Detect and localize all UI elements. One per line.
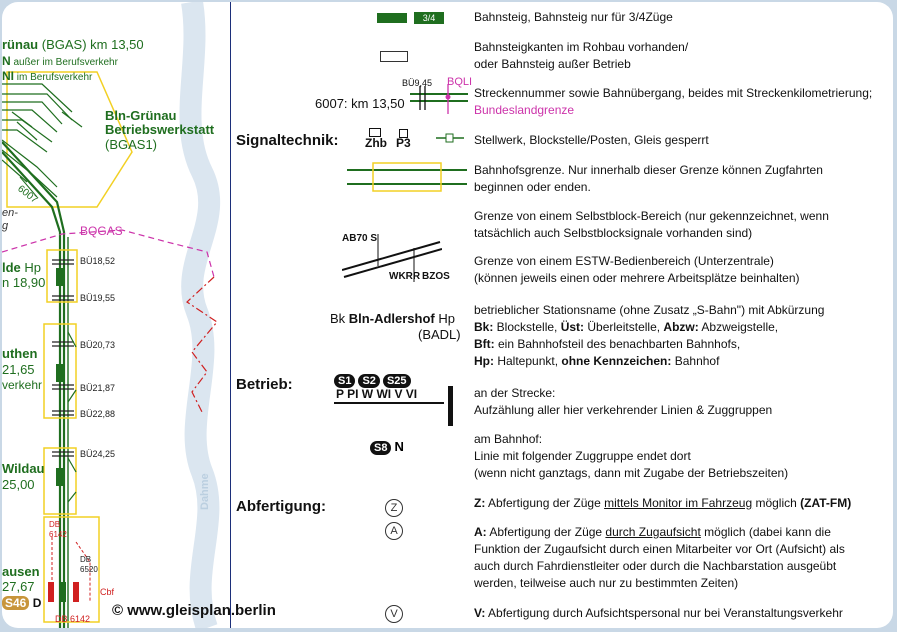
cbf-label: Cbf — [100, 587, 115, 597]
name-desc1: betrieblicher Stationsname (ohne Zusatz „S-Bahn") mit Abkürzung — [474, 303, 825, 317]
bk-example: Bk Bln-Adlershof Hp — [330, 311, 455, 326]
depot-name1: Bln-Grünau — [105, 108, 177, 123]
station5-km: 27,67 — [2, 579, 35, 594]
estw-desc1: Grenze von einem ESTW-Bedienbereich (Unterzentrale) — [474, 254, 774, 268]
db6142-bottom: DB 6142 — [55, 614, 91, 624]
p3-label: P3 — [396, 136, 411, 150]
legend-panel — [232, 2, 893, 628]
station-desc3: (wenn nicht ganztags, dann mit Zugabe der Betriebszeiten) — [474, 466, 789, 480]
badge-s8: S8 — [370, 441, 391, 455]
a-desc2: Funktion der Zugaufsicht durch einen Mitarbeiter vor Ort (Aufsicht) als — [474, 542, 845, 556]
bzos-label: BZOS — [422, 271, 450, 282]
blocked-track-icon — [436, 132, 464, 144]
bue-2073: BÜ20,73 — [80, 340, 116, 350]
copyright[interactable]: © www.gleisplan.berlin — [112, 602, 276, 619]
boundary-desc2: beginnen oder enden. — [474, 180, 591, 194]
route-desc1: an der Strecke: — [474, 386, 556, 400]
bue-label: BÜ9,45 — [402, 78, 433, 88]
depot-name2: Betriebswerkstatt — [105, 122, 215, 137]
station-desc1: am Bahnhof: — [474, 432, 543, 446]
signal-desc: Stellwerk, Blockstelle/Posten, Gleis gesperrt — [474, 133, 709, 147]
line-symbol — [410, 84, 468, 114]
bk-code: (BADL) — [418, 327, 461, 342]
platform-3 — [56, 364, 63, 382]
wkrr-label: WKRR — [389, 271, 421, 282]
ab70s-label: AB70 S — [342, 233, 378, 244]
platform-5c — [73, 582, 79, 602]
station4-km: 25,00 — [2, 477, 35, 492]
platform-5a — [59, 582, 66, 602]
betrieb-heading: Betrieb: — [236, 376, 293, 393]
station4-label: Wildau — [2, 461, 45, 476]
a-circle-icon: A — [385, 522, 403, 540]
bue-1852: BÜ18,52 — [80, 256, 116, 266]
z-desc: Z: Abfertigung der Züge mittels Monitor im Fahrzeug möglich (ZAT-FM) — [474, 496, 852, 510]
name-desc4: Hp: Haltepunkt, ohne Kennzeichen: Bahnhof — [474, 354, 720, 368]
station3-label: uthen — [2, 346, 38, 361]
zhb-label: Zhb — [365, 136, 387, 150]
name-desc3: Bft: ein Bahnhofsteil des benachbarten Bahnhofs, — [474, 337, 741, 351]
bue-2425: BÜ24,25 — [80, 449, 116, 459]
station-boundary-symbol — [347, 162, 467, 194]
station1-label: rünau (BGAS) km 13,50 — [2, 37, 144, 52]
platform-4 — [56, 468, 63, 486]
station3-note: verkehr — [2, 378, 43, 392]
station2-km: n 18,90 — [2, 275, 46, 290]
badge-s25: S25 — [383, 374, 411, 388]
block-desc1: Grenze von einem Selbstblock-Bereich (nur gekennzeichnet, wenn — [474, 209, 829, 223]
badge-s2: S2 — [358, 374, 379, 388]
abfert-heading: Abfertigung: — [236, 498, 326, 515]
a-desc1: A: Abfertigung der Züge durch Zugaufsicht möglich (dabei kann die — [474, 525, 831, 539]
boundary-desc1: Bahnhofsgrenze. Nur innerhalb dieser Grenze können Zugfahrten — [474, 163, 823, 177]
a-desc3: auch durch Fahrdienstleiter oder durch die Nachbarstation ausgeübt — [474, 559, 837, 573]
edge-desc2: oder Bahnsteig außer Betrieb — [474, 57, 631, 71]
map-panel[interactable] — [2, 2, 231, 628]
badge-s1: S1 — [334, 374, 355, 388]
bqgas-label: BQGAS — [80, 224, 123, 238]
db6520: DB 6520 — [80, 555, 98, 574]
depot-tracks — [2, 84, 82, 197]
line-6007-label: 6007 — [15, 183, 40, 206]
station5-line: S46 D — [2, 596, 41, 610]
signal-heading: Signaltechnik: — [236, 132, 339, 149]
block-desc2: tatsächlich auch Selbstblocksignale vorhanden sind) — [474, 226, 753, 240]
line-desc1: Streckennummer sowie Bahnübergang, beides mit Streckenkilometrierung; — [474, 86, 873, 100]
depot-code: (BGAS1) — [105, 137, 158, 152]
partial-en: en- — [2, 207, 18, 219]
platform-5b — [48, 582, 54, 602]
platform-symbol — [377, 13, 407, 23]
partial-g: g — [2, 220, 9, 232]
v-circle-icon: V — [385, 605, 403, 623]
edge-desc1: Bahnsteigkanten im Rohbau vorhanden/ — [474, 40, 689, 54]
km-label: 6007: km 13,50 — [315, 96, 405, 111]
station1-note1: N außer im Berufsverkehr — [2, 54, 118, 68]
estw-desc2: (können jeweils einen oder mehrere Arbeitsplätze beinhalten) — [474, 271, 800, 285]
bue-2288: BÜ22,88 — [80, 409, 116, 419]
train-groups: P PI W WI V VI — [336, 387, 418, 401]
bue-1955: BÜ19,55 — [80, 293, 116, 303]
db6142-top: DB 6142 — [49, 520, 67, 539]
v-desc: V: Abfertigung durch Aufsichtspersonal nur bei Veranstaltungsverkehr — [474, 606, 843, 620]
station5-label: ausen — [2, 564, 40, 579]
route-desc2: Aufzählung aller hier verkehrender Linien & Zuggruppen — [474, 403, 773, 417]
a-desc4: werden, teilweise auch nur zu bestimmten Zeiten) — [474, 576, 739, 590]
route-end-bar — [448, 386, 453, 426]
river-label: Dahme — [199, 473, 211, 510]
edge-symbol — [380, 51, 408, 62]
station1-note2: NI im Berufsverkehr — [2, 69, 93, 83]
platform-2 — [56, 268, 63, 286]
platform-34-symbol: 3/4 — [414, 12, 444, 24]
platform-desc: Bahnsteig, Bahnsteig nur für 3/4Züge — [474, 10, 673, 24]
z-circle-icon: Z — [385, 499, 403, 517]
line-desc2: Bundeslandgrenze — [474, 103, 575, 117]
station2-label: lde Hp — [2, 260, 42, 275]
s8-badge-group: S8 N — [370, 438, 404, 456]
name-desc2: Bk: Blockstelle, Üst: Überleitstelle, Abzw: Abzweigstelle, — [474, 320, 779, 334]
legend-frame — [2, 2, 893, 628]
bue-2187: BÜ21,87 — [80, 383, 116, 393]
route-line — [334, 402, 444, 404]
map-drawing — [2, 2, 230, 628]
bql-label: BQLI — [447, 76, 473, 88]
station3-km: 21,65 — [2, 362, 35, 377]
station-desc2: Linie mit folgender Zuggruppe endet dort — [474, 449, 691, 463]
